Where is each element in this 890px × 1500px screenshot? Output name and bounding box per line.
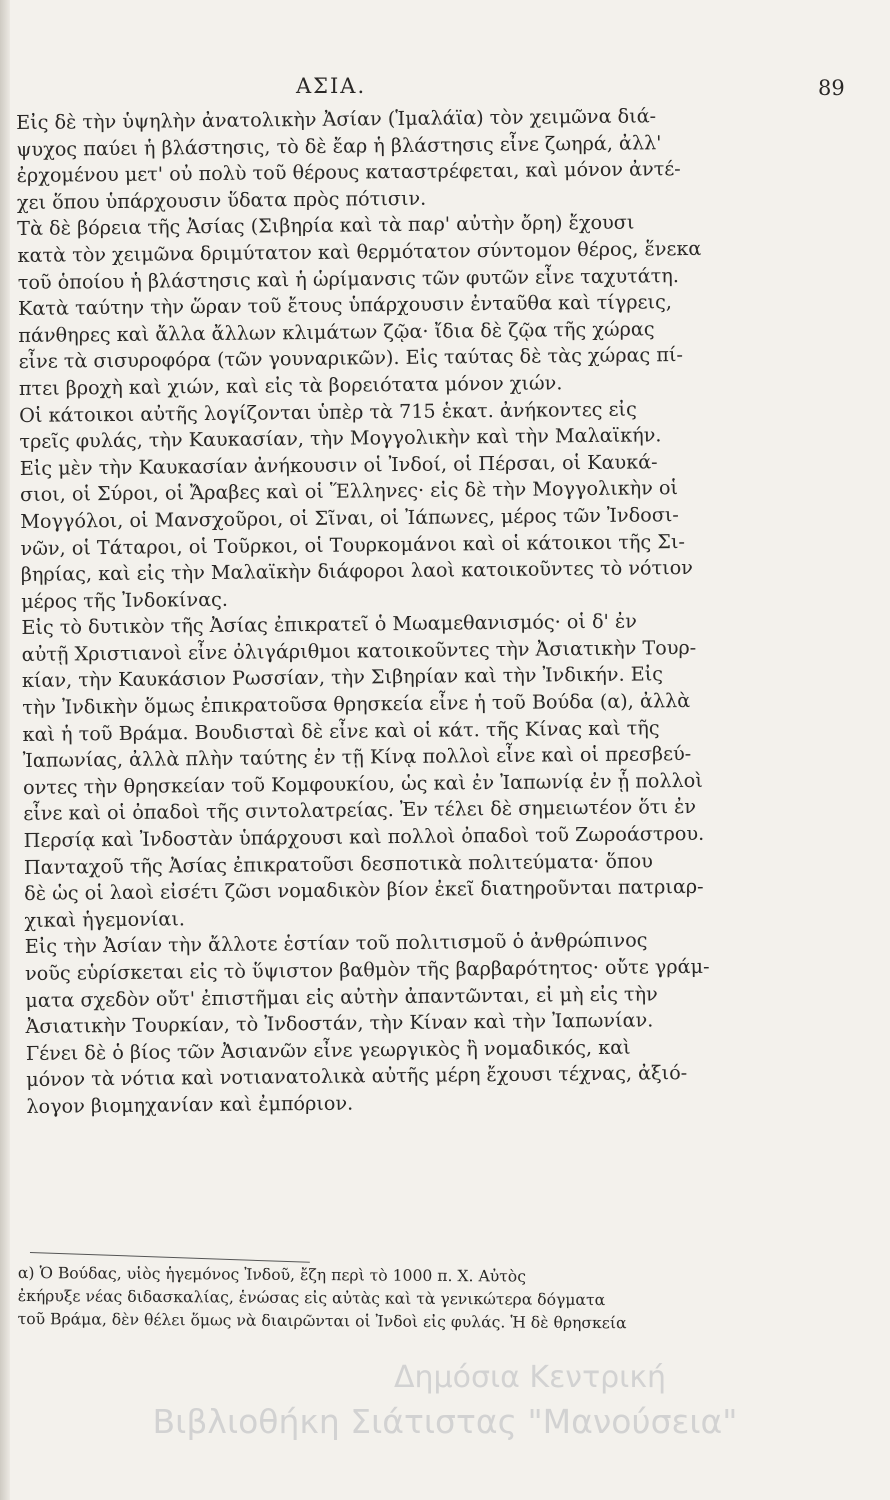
- text-line: Οἱ κάτοικοι αὐτῆς λογίζονται ὑπὲρ τὰ 715 ἑκατ. ἀνήκοντες εἰς: [19, 397, 637, 427]
- text-line: Εἰς δὲ τὴν ὑψηλὴν ἀνατολικὴν Ἀσίαν (Ἱμαλάϊα) τὸν χειμῶνα διά-: [16, 104, 657, 134]
- text-line: ματα σχεδὸν οὔτ' ἐπιστῆμαι εἰς αὐτὴν ἀπαντῶνται, εἰ μὴ εἰς τὴν: [25, 981, 658, 1012]
- text-line: δὲ ὡς οἱ λαοὶ εἰσέτι ζῶσι νομαδικὸν βίον ἐκεῖ διατηροῦνται πατριαρ-: [24, 875, 704, 906]
- footnotes: [18, 1262, 718, 1336]
- text-line: πάνθηρες καὶ ἄλλα ἄλλων κλιμάτων ζῷα· ἴδια δὲ ζῷα τῆς χώρας: [18, 317, 655, 347]
- text-line: Περσίᾳ καὶ Ἰνδοστὰν ὑπάρχουσι καὶ πολλοὶ ὀπαδοὶ τοῦ Ζωροάστρου.: [23, 821, 705, 852]
- text-line: αὐτῇ Χριστιανοὶ εἶνε ὀλιγάριθμοι κατοικοῦντες τὴν Ἀσιατικὴν Τουρ-: [21, 635, 697, 666]
- text-line: μόνον τὰ νότια καὶ νοτιανατολικὰ αὐτῆς μέρη ἔχουσι τέχνας, ἀξιό-: [26, 1061, 688, 1092]
- text-line: μέρος τῆς Ἰνδοκίνας.: [21, 587, 229, 613]
- text-line: βηρίας, καὶ εἰς τὴν Μαλαϊκὴν διάφοροι λαοὶ κατοικοῦντες τὸ νότιον: [20, 556, 694, 587]
- text-line: καὶ ἡ τοῦ Βράμα. Βουδισταὶ δὲ εἶνε καὶ οἱ κάτ. τῆς Κίνας καὶ τῆς: [22, 715, 660, 746]
- text-line: Ἀσιατικὴν Τουρκίαν, τὸ Ἰνδοστάν, τὴν Κίναν καὶ τὴν Ἰαπωνίαν.: [25, 1008, 654, 1039]
- footnote-line: τοῦ Βράμα, δὲν θέλει ὅμως νὰ διαιρῶνται οἱ Ἰνδοὶ εἰς φυλάς. Ἡ δὲ θρησκεία: [17, 1309, 627, 1333]
- text-line: λογον βιομηχανίαν καὶ ἐμπόριον.: [26, 1091, 354, 1118]
- watermark-line-1: Δημόσια Κεντρική: [393, 1360, 667, 1395]
- page-binding-edge: [0, 0, 10, 1500]
- footnote-line: ἐκήρυξε νέας διδασκαλίας, ἑνώσας εἰς αὐτὰς καὶ τὰ γενικώτερα δόγματα: [17, 1286, 606, 1310]
- text-line: τρεῖς φυλάς, τὴν Καυκασίαν, τὴν Μογγολικὴν καὶ τὴν Μαλαϊκήν.: [19, 423, 662, 454]
- text-line: κίαν, τὴν Καυκάσιον Ρωσσίαν, τὴν Σιβηρίαν καὶ τὴν Ἰνδικήν. Εἰς: [21, 662, 664, 693]
- library-watermark: [0, 1360, 890, 1442]
- text-line: ψυχος παύει ἡ βλάστησις, τὸ δὲ ἔαρ ἡ βλάστησις εἶνε ζωηρά, ἀλλ': [16, 130, 662, 161]
- text-line: εἶνε τὰ σισυροφόρα (τῶν γουναρικῶν). Εἰς ταύτας δὲ τὰς χώρας πί-: [18, 343, 684, 374]
- text-line: Εἰς τὴν Ἀσίαν τὴν ἄλλοτε ἑστίαν τοῦ πολιτισμοῦ ὁ ἀνθρώπινος: [24, 928, 648, 959]
- footnote-rule: [30, 1252, 310, 1263]
- footnote-line: α) Ὁ Βούδας, υἱὸς ἡγεμόνος Ἰνδοῦ, ἔζη περὶ τὸ 1000 π. Χ. Αὐτὸς: [17, 1264, 527, 1286]
- text-line: κατὰ τὸν χειμῶνα δριμύτατον καὶ θερμότατον σύντομον θέρος, ἕνεκα: [17, 236, 702, 267]
- text-line: πτει βροχὴ καὶ χιών, καὶ εἰς τὰ βορειότατα μόνον χιών.: [18, 371, 563, 400]
- text-line: Εἰς μὲν τὴν Καυκασίαν ἀνήκουσιν οἱ Ἰνδοί, οἱ Πέρσαι, οἱ Καυκά-: [19, 450, 658, 480]
- text-line: Πανταχοῦ τῆς Ἀσίας ἐπικρατοῦσι δεσποτικὰ πολιτεύματα· ὅπου: [23, 848, 653, 879]
- text-line: τὴν Ἰνδικὴν ὅμως ἐπικρατοῦσα θρησκεία εἶνε ἡ τοῦ Βούδα (α), ἀλλὰ: [22, 689, 691, 720]
- page-header: [0, 62, 890, 102]
- text-line: Τὰ δὲ βόρεια τῆς Ἀσίας (Σιβηρία καὶ τὰ παρ' αὐτὴν ὄρη) ἔχουσι: [17, 210, 635, 241]
- text-line: σιοι, οἱ Σύροι, οἱ Ἄραβες καὶ οἱ Ἕλληνες· εἰς δὲ τὴν Μογγολικὴν οἱ: [19, 476, 679, 507]
- text-line: Μογγόλοι, οἱ Μανσχοῦροι, οἱ Σῖναι, οἱ Ἰάπωνες, μέρος τῶν Ἰνδοσι-: [20, 502, 679, 533]
- text-line: Εἰς τὸ δυτικὸν τῆς Ἀσίας ἐπικρατεῖ ὁ Μωαμεθανισμός· οἱ δ' ἐν: [21, 609, 638, 640]
- text-line: νῶν, οἱ Τάταροι, οἱ Τοῦρκοι, οἱ Τουρκομάνοι καὶ οἱ κάτοικοι τῆς Σι-: [20, 529, 685, 560]
- text-line: εἶνε καὶ οἱ ὀπαδοὶ τῆς σιντολατρείας. Ἐν τέλει δὲ σημειωτέον ὅτι ἐν: [23, 795, 697, 826]
- text-line: νοῦς εὑρίσκεται εἰς τὸ ὕψιστον βαθμὸν τῆς βαρβαρότητος· οὔτε γράμ-: [24, 954, 710, 985]
- text-line: ἐρχομένου μετ' οὐ πολὺ τοῦ θέρους καταστρέφεται, καὶ μόνον ἀντέ-: [16, 157, 681, 188]
- watermark-line-2: Βιβλιοθήκη Σιάτιστας "Μανούσεια": [152, 1402, 738, 1441]
- text-line: χει ὅπου ὑπάρχουσιν ὕδατα πρὸς πότισιν.: [16, 186, 427, 214]
- text-line: οντες τὴν θρησκείαν τοῦ Κομφουκίου, ὡς καὶ ἐν Ἰαπωνίᾳ ἐν ᾗ πολλοὶ: [22, 768, 703, 799]
- text-line: Γένει δὲ ὁ βίος τῶν Ἀσιανῶν εἶνε γεωργικὸς ἢ νομαδικός, καὶ: [25, 1035, 631, 1065]
- page-number: 89: [818, 76, 845, 100]
- text-line: Κατὰ ταύτην τὴν ὥραν τοῦ ἔτους ὑπάρχουσιν ἐνταῦθα καὶ τίγρεις,: [17, 290, 672, 321]
- text-line: Ἰαπωνίας, ἀλλὰ πλὴν ταύτης ἐν τῇ Κίνᾳ πολλοὶ εἶνε καὶ οἱ πρεσβεύ-: [22, 742, 692, 773]
- running-title: ΑΣΙΑ.: [296, 74, 367, 98]
- text-line: χικαὶ ἡγεμονίαι.: [24, 907, 186, 932]
- text-line: τοῦ ὁποίου ἡ βλάστησις καὶ ἡ ὡρίμανσις τῶν φυτῶν εἶνε ταχυτάτη.: [17, 263, 679, 294]
- body-text: [16, 103, 727, 1121]
